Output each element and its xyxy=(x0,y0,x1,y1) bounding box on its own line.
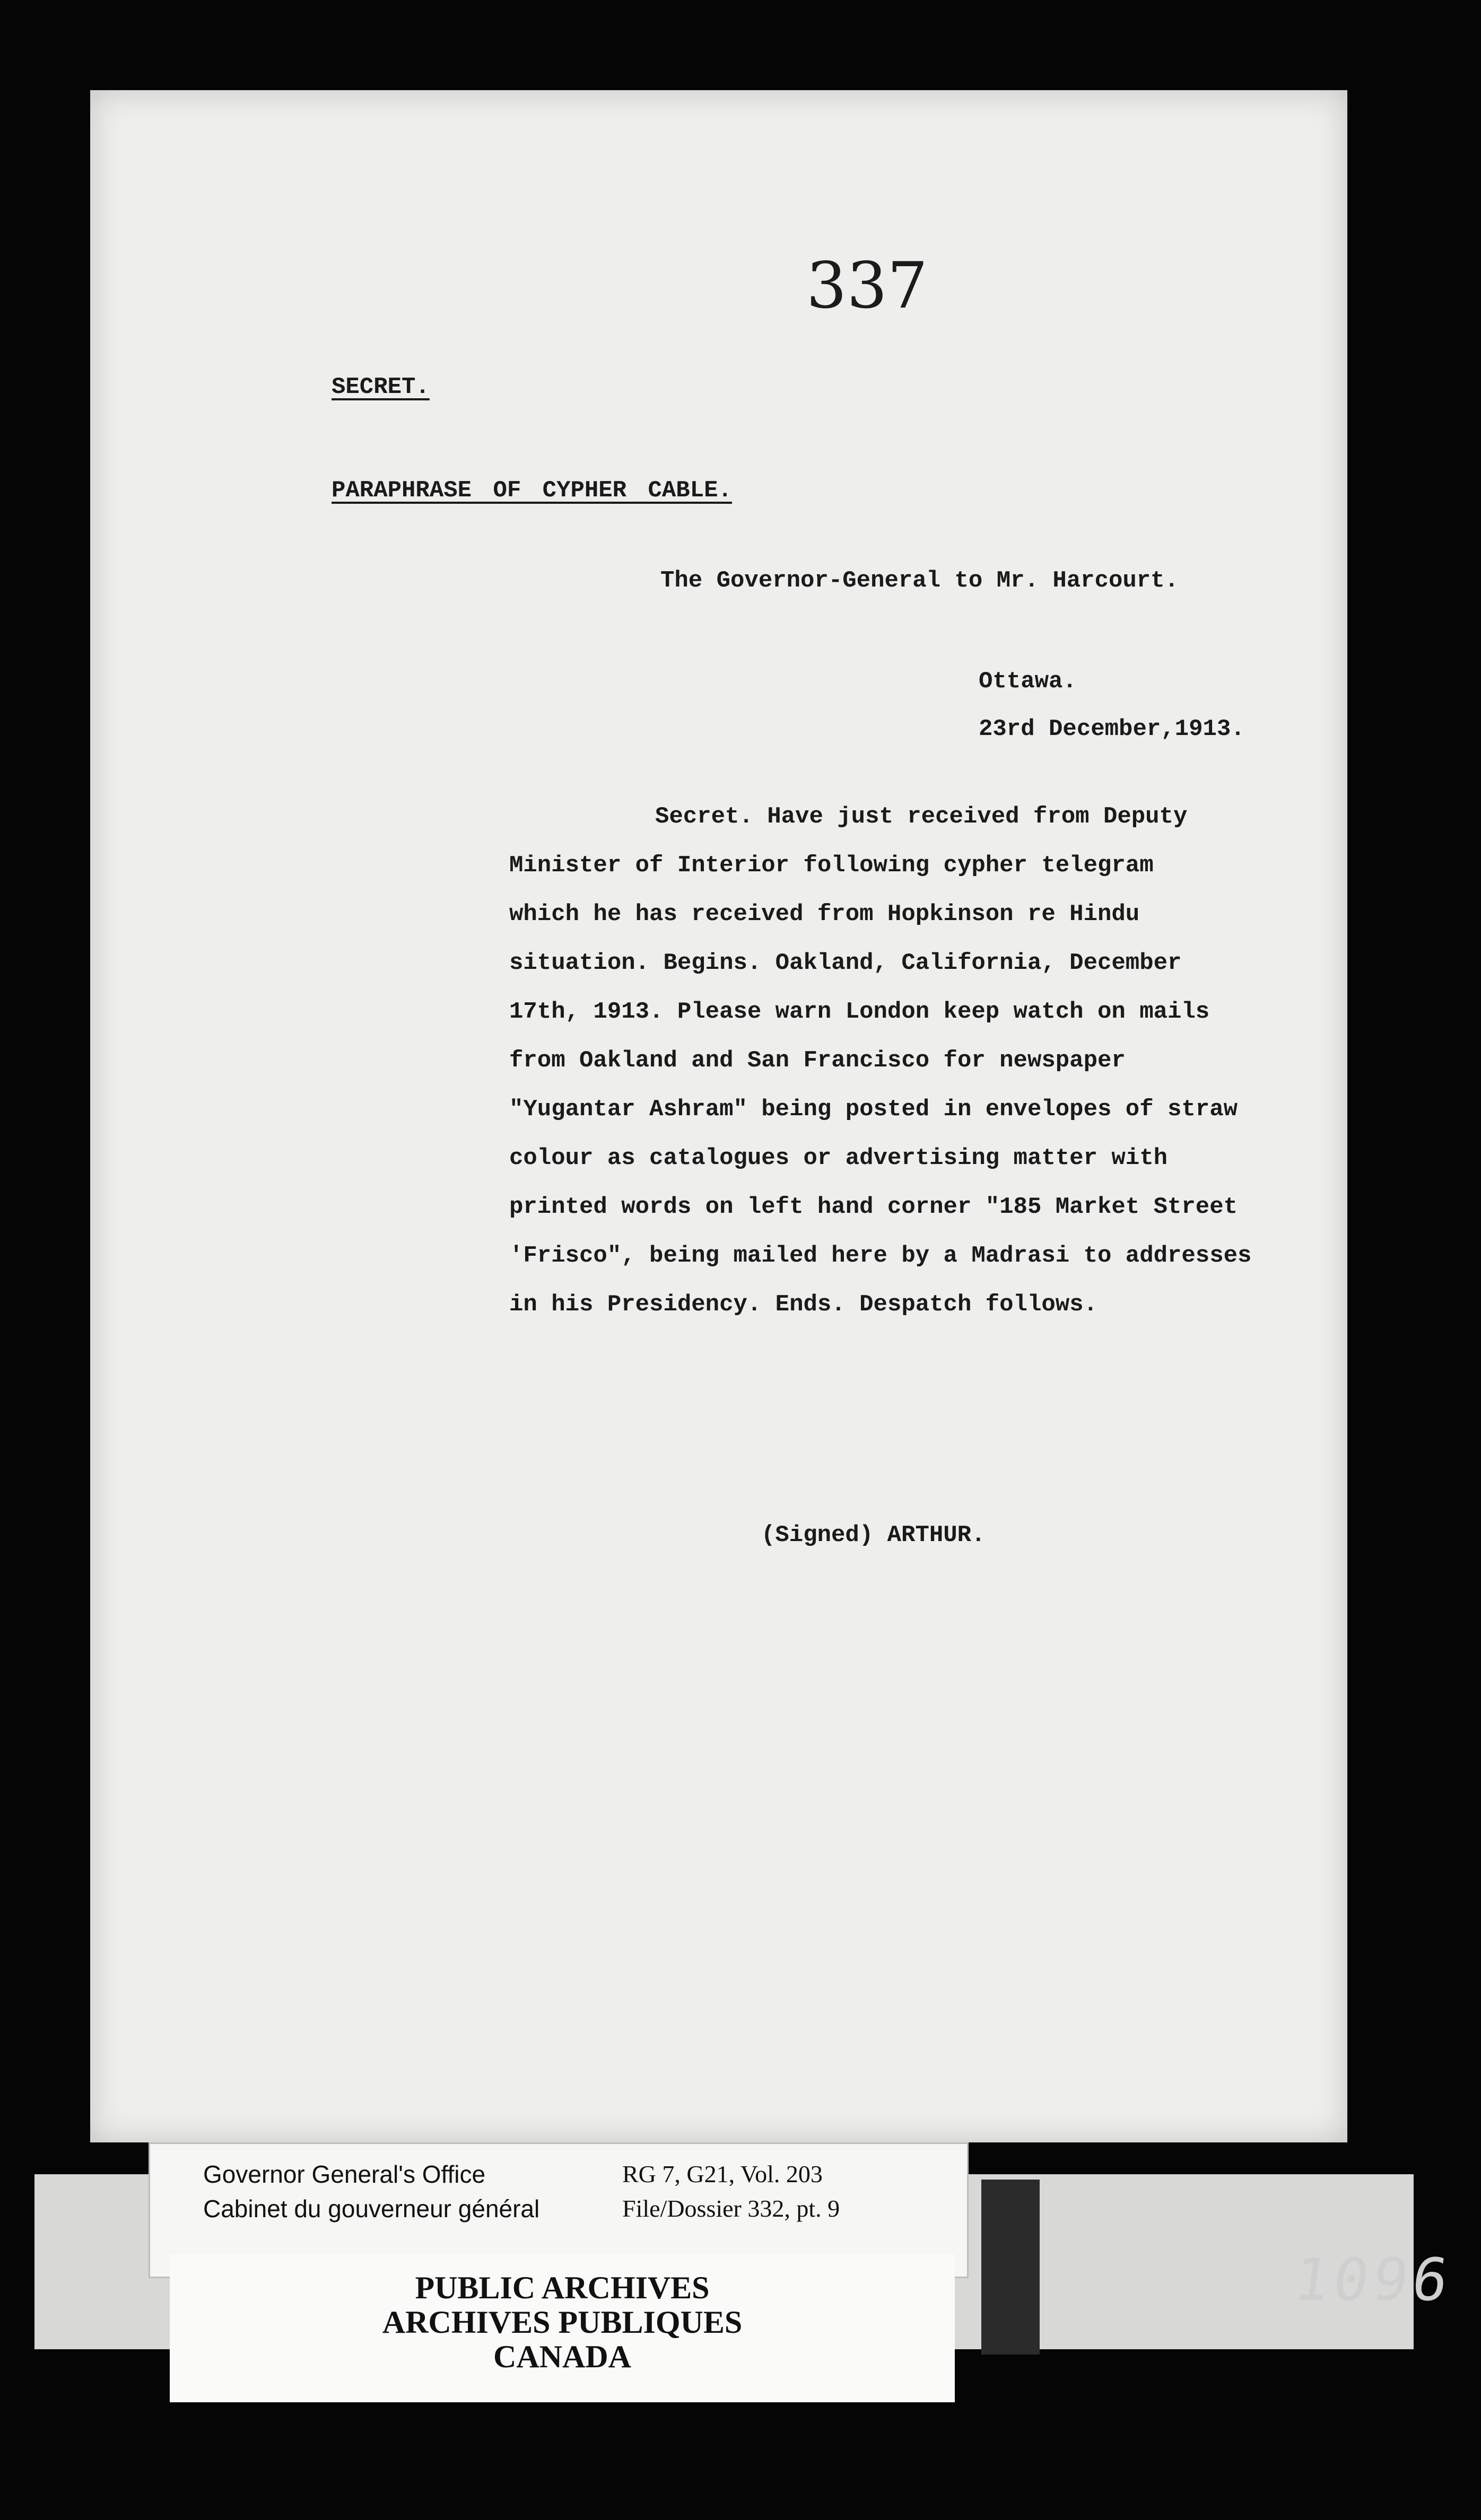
archives-line-2: ARCHIVES PUBLIQUES xyxy=(382,2305,743,2340)
addressee-line: The Governor-General to Mr. Harcourt. xyxy=(660,567,1179,594)
public-archives-stamp xyxy=(170,2254,955,2402)
body-line: "Yugantar Ashram" being posted in envelopes of straw xyxy=(509,1096,1238,1123)
archives-line-1: PUBLIC ARCHIVES xyxy=(415,2270,710,2305)
body-line: colour as catalogues or advertising matter with xyxy=(509,1145,1168,1171)
office-name-en: Governor General's Office xyxy=(203,2160,486,2188)
body-line: Secret. Have just received from Deputy xyxy=(655,803,1188,830)
record-group-reference: RG 7, G21, Vol. 203 xyxy=(622,2160,823,2188)
classification-heading: SECRET. xyxy=(332,374,430,400)
microfilm-frame-number: 1096 xyxy=(1290,2246,1457,2314)
body-line: which he has received from Hopkinson re Hindu xyxy=(509,901,1140,928)
office-name-fr: Cabinet du gouverneur général xyxy=(203,2195,540,2222)
body-line: situation. Begins. Oakland, California, December xyxy=(509,950,1182,976)
place-line: Ottawa. xyxy=(979,668,1077,695)
body-line: Minister of Interior following cypher telegram xyxy=(509,852,1154,879)
document-heading: PARAPHRASE OF CYPHER CABLE. xyxy=(332,477,732,504)
folio-number: 337 xyxy=(806,249,928,323)
document-sheet xyxy=(90,90,1347,2142)
signature-line: (Signed) ARTHUR. xyxy=(761,1522,986,1548)
body-line: printed words on left hand corner "185 Market Street xyxy=(509,1194,1238,1220)
body-line: in his Presidency. Ends. Despatch follows. xyxy=(509,1291,1097,1318)
date-line: 23rd December,1913. xyxy=(979,716,1245,742)
body-line: from Oakland and San Francisco for newspaper xyxy=(509,1047,1126,1074)
film-strip-shadow xyxy=(981,2180,1040,2355)
file-reference: File/Dossier 332, pt. 9 xyxy=(622,2195,840,2222)
body-line: 17th, 1913. Please warn London keep watch on mails xyxy=(509,999,1210,1025)
archives-line-3: CANADA xyxy=(493,2339,631,2374)
body-line: 'Frisco", being mailed here by a Madrasi to addresses xyxy=(509,1242,1252,1269)
